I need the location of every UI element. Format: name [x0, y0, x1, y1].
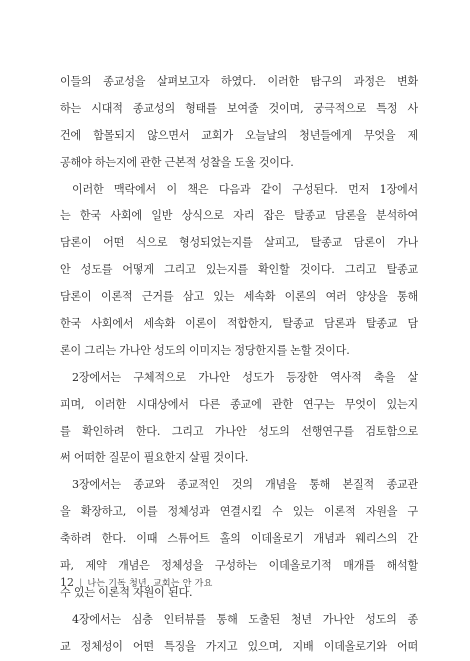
text-line: 교 정체성이 어떤 특징을 가지고 있으며, 지배 이데올로기와 어떠 [60, 639, 418, 653]
text-line: 3장에서는 종교와 종교적인 것의 개념을 통해 본질적 종교관 [72, 478, 418, 492]
text-line: 이들의 종교성을 살펴보고자 하였다. 이러한 탐구의 과정은 변화 [60, 75, 418, 88]
text-line: 는 한국 사회에 일반 상식으로 자리 잡은 탈종교 담론을 분석하여 [60, 209, 418, 223]
text-line: 이러한 맥락에서 이 책은 다음과 같이 구성된다. 먼저 1장에서 [72, 182, 418, 196]
text-line: 건에 함몰되지 않으면서 교회가 오늘날의 청년들에게 무엇을 제 [60, 128, 418, 142]
page-footer [60, 576, 212, 589]
running-title: 나는 기독 청년, 교회는 안 가요 [87, 579, 213, 589]
text-line: 4장에서는 심층 인터뷰를 통해 도출된 청년 가나안 성도의 종 [72, 612, 418, 626]
text-line: 파, 제약 개념은 정체성을 구성하는 이데올로기적 매개를 해석할 [60, 559, 418, 573]
text-line: 축하려 한다. 이때 스튜어트 홀의 이데올로기 개념과 웨리스의 간 [60, 532, 418, 546]
text-line: 공해야 하는지에 관한 근본적 성찰을 도울 것이다. [60, 155, 294, 169]
text-line: 한국 사회에서 세속화 이론이 적합한지, 탈종교 담론과 탈종교 담 [60, 317, 418, 331]
page-number: 12 [60, 576, 74, 589]
text-line: 담론이 어떤 식으로 형성되었는지를 살피고, 탈종교 담론이 가나 [60, 236, 418, 250]
text-line: 써 어떠한 질문이 필요한지 살필 것이다. [60, 451, 249, 465]
text-line: 하는 시대적 종교성의 형태를 보여줄 것이며, 궁극적으로 특정 사 [60, 101, 418, 115]
text-line: 를 확인하려 한다. 그리고 가나안 성도의 선행연구를 검토함으로 [60, 424, 418, 438]
text-line: 론이 그리는 가나안 성도의 이미지는 정당한지를 논할 것이다. [60, 343, 350, 357]
text-line: 수 있는 이론적 자원이 된다. [60, 585, 193, 599]
text-line: 을 확장하고, 이를 정체성과 연결시킬 수 있는 이론적 자원을 구 [60, 505, 418, 519]
text-line: 담론이 이론적 근거를 삼고 있는 세속화 이론의 여러 양상을 통해 [60, 290, 418, 304]
footer-separator: | [79, 578, 83, 589]
text-line: 2장에서는 구체적으로 가나안 성도가 등장한 역사적 축을 살 [72, 370, 418, 384]
text-line: 안 성도를 어떻게 그리고 있는지를 확인할 것이다. 그리고 탈종교 [60, 263, 418, 277]
body-text [60, 69, 418, 661]
text-line: 피며, 이러한 시대상에서 다른 종교에 관한 연구는 무엇이 있는지 [60, 397, 418, 411]
